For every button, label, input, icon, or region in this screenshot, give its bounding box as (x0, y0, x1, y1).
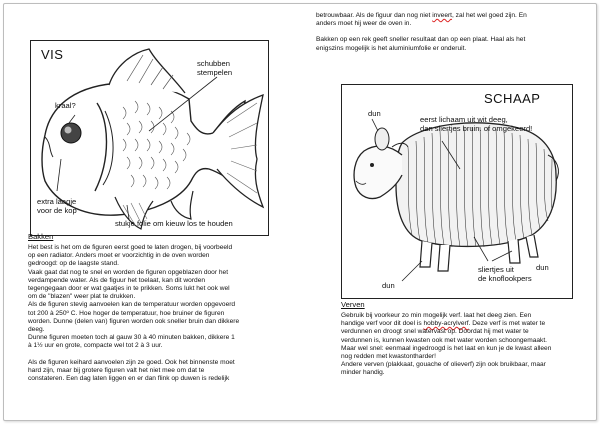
bakken-line: deeg. (28, 326, 45, 334)
bakken-line: Vaak gaat dat nog te snel en worden de figuren opgeblazen door het (28, 268, 229, 276)
continued-line: enigszins mogelijk is het aluminiumfolie er onderuit. (316, 44, 467, 52)
bakken-text (28, 244, 239, 383)
continued-text (316, 12, 527, 53)
bakken-line: worden. Dunne (delen van) figuren worden ook sneller bruin dan dikkere (28, 317, 240, 325)
bakken-line: op een radiator. Anders moet er voorzichtig in de oven worden (28, 252, 210, 260)
label-garlic-press: sliertjes uit de knoflookpers (478, 265, 532, 283)
verven-line: nog redden met kwastontharder! (341, 353, 436, 361)
verven-line: minder handig. (341, 369, 385, 377)
sheep-illustration (341, 84, 573, 299)
label-dun-bottom: dun (382, 281, 395, 290)
bakken-line: gedroogd: op de laagste stand. (28, 260, 119, 268)
text-span: , zal het wel goed zijn. En (452, 12, 527, 19)
bakken-line: à 1½ uur en grote, compacte wel tot 2 à 3 uur. (28, 342, 163, 350)
verven-line: verdunnen is, kunnen kwasten ook met water worden schoongemaakt. (341, 336, 547, 344)
heading-verven: Verven (341, 300, 365, 309)
label-scales: schubben stempelen (197, 59, 233, 77)
text-span: betrouwbaar. Als de figuur dan nog niet (316, 12, 433, 19)
verven-line: Andere verven (plakkaat, gouache of olieverf) zijn ook bruikbaar, maar (341, 361, 546, 369)
bakken-line: verdampende water. Als de figuur het toelaat, kan dit worden (28, 276, 206, 284)
label-dun-top: dun (368, 109, 381, 118)
spell-marked-word: hobby-acrylverf (423, 320, 469, 328)
bakken-line: tegengegaan door er wat gaatjes in te prikken. Soms lukt het ook wel (28, 285, 230, 293)
bakken-line: Dunne figuren moeten toch al gauw 30 à 40 minuten bakken, dikkere 1 (28, 334, 235, 342)
continued-line: anders moet hij weer de oven in. (316, 20, 412, 28)
text-span: handige verf voor dit doel is (341, 320, 424, 328)
continued-line: Bakken op een rek geeft sneller resultaat dan op een plaat. Haal als het (316, 36, 526, 44)
label-bead: kraal? (55, 101, 76, 110)
bakken-line: tot 200 à 250º C. Hoe hoger de temperatuur, hoe bruiner de figuren (28, 309, 225, 317)
continued-line (316, 12, 527, 20)
document-spread (3, 3, 597, 421)
fish-illustration (30, 40, 269, 236)
text-span: . Deze verf is met water te (468, 320, 546, 328)
spell-marked-word: inveert (432, 12, 453, 19)
label-foil: stukje folie om kieuw los te houden (115, 219, 233, 228)
verven-line: verdunnen en droogt snel watervast op. Doordat hij met water te (341, 328, 529, 336)
bakken-line: Als de figuren keihard aanvoelen zijn ze goed. Ook het binnenste moet (28, 358, 235, 366)
heading-bakken: Bakken (28, 232, 54, 241)
verven-line: Maar wel snel: eenmaal ingedroogd is het laat en kun je de kwast alleen (341, 344, 552, 352)
bakken-line: constateren. Een dag laten liggen en er dan flink op duwen is redelijk (28, 375, 230, 383)
verven-line (341, 320, 551, 328)
label-head-layer: extra laagje voor de kop (37, 197, 77, 215)
fish-title: VIS (41, 47, 64, 62)
bakken-line: Als de figuren stevig aanvoelen kan de temperatuur worden opgevoerd (28, 301, 236, 309)
sheep-title: SCHAAP (484, 91, 541, 106)
bakken-line: om de "blazen" weer plat te drukken. (28, 293, 136, 301)
bakken-line: hard zijn, maar bij grotere figuren valt het niet mee om dat te (28, 366, 205, 374)
verven-text (341, 312, 551, 378)
bakken-line: Het best is het om de figuren eerst goed te laten drogen, bij voorbeeld (28, 244, 233, 251)
verven-line: Gebruik bij voorkeur zo min mogelijk verf. laat het deeg zien. Een (341, 312, 532, 319)
label-dun-right: dun (536, 263, 549, 272)
label-body-note: eerst lichaam uit wit deeg, dan sliertjes bruin. of omgekeerd! (420, 115, 533, 133)
